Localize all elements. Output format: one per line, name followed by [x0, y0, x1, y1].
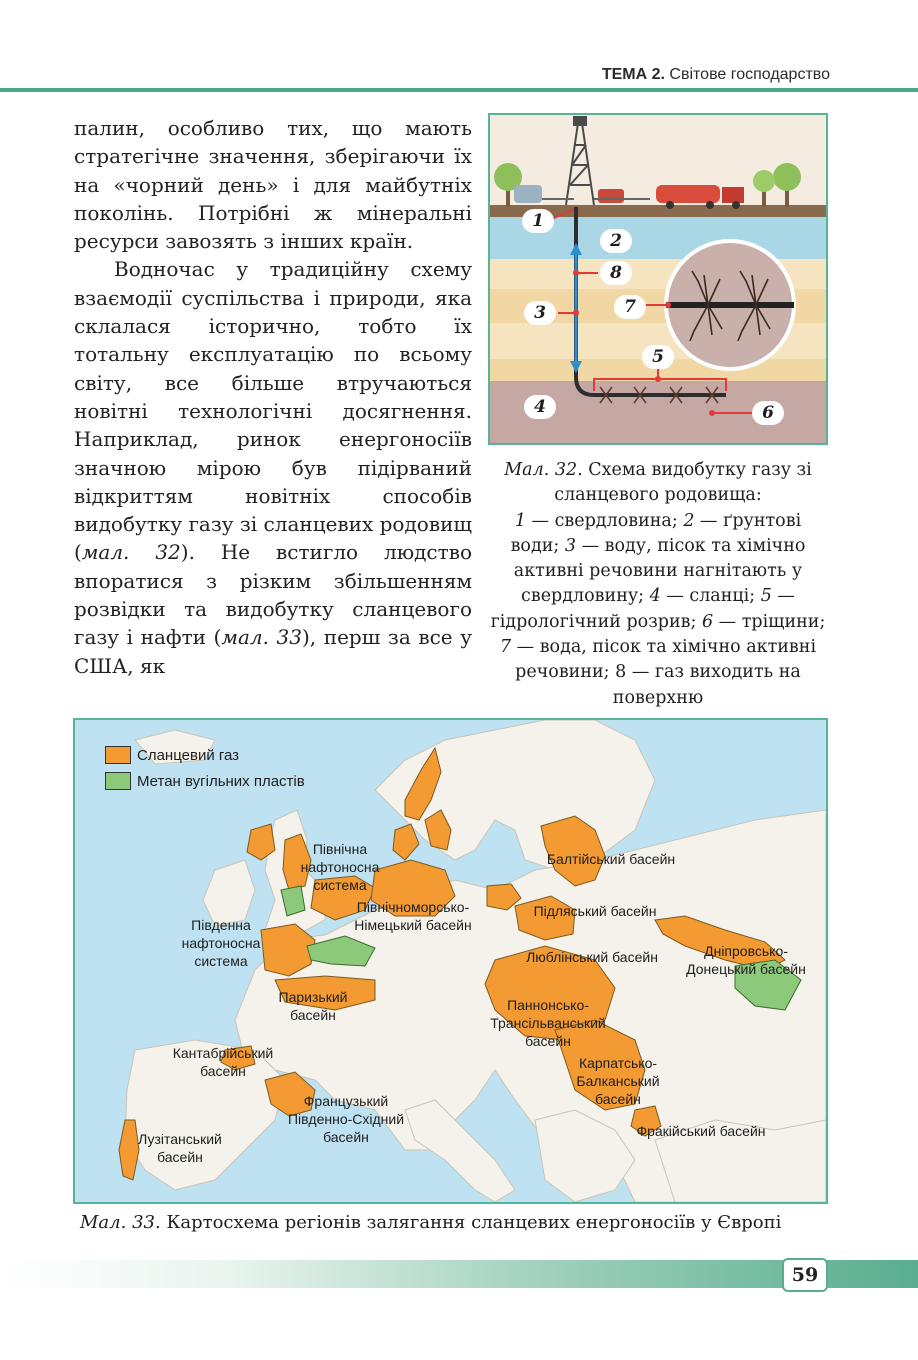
- label-northsea-german: Північноморсько-Німецький басейн: [354, 899, 472, 933]
- callout-7: 7: [614, 295, 646, 319]
- caption-item-num: 7: [499, 637, 512, 658]
- figure-33-text: Картосхема регіонів залягання сланцевих енергоносіїв у Європі: [166, 1212, 782, 1233]
- callout-2: 2: [600, 229, 632, 253]
- label-cantabrian: Кантабрійський басейн: [172, 1045, 274, 1079]
- caption-item-num: 1: [514, 510, 526, 531]
- label-paris: Паризький басейн: [278, 989, 348, 1023]
- figure-32-title: Схема видобутку газу зі сланцевого родовища:: [554, 460, 812, 506]
- callout-1: 1: [522, 209, 554, 233]
- shale-gas-extraction-diagram: [488, 113, 828, 445]
- label-south-oil: Південна нафтоносна система: [181, 917, 261, 969]
- callout-5: 5: [642, 345, 674, 369]
- figure-33-caption: [80, 1212, 840, 1233]
- legend-coalbed-methane: [105, 772, 305, 790]
- paragraph-2: [74, 255, 472, 679]
- paragraph-2-mid: ). Не встигло людство впоратися з різким збільшенням розвідки та видобутку сланцевого газу і нафти (: [74, 540, 472, 650]
- paragraph-1: палин, особливо тих, що мають стратегічне значення, зберігаючи їх на «чорний день» і для майбутніх поколінь. Потрібні ж мінеральні ресурси завозять з інших країн.: [74, 116, 472, 254]
- paragraph-2-start: Водночас у традиційну схему взаємодії суспільства і природи, яка склалася історично, тобто їх тотальну експлуатацію по всьому світу, все більше втручаються новітні технологічні досягнення. Наприклад, ринок енергоносіїв значною мірою був підірваний відкриттям новітніх способів видобутку газу зі сланцевих родовищ (: [74, 257, 473, 565]
- label-lublin: Люблінський басейн: [526, 949, 658, 965]
- extraction-illustration: [490, 115, 826, 443]
- label-dnieper: Дніпровсько-Донецький басейн: [686, 943, 806, 977]
- coalbed-methane-swatch: [105, 772, 131, 790]
- figure-ref-32: мал. 32: [81, 540, 181, 565]
- shale-gas-swatch: [105, 746, 131, 764]
- caption-item-num: 4: [649, 586, 661, 607]
- running-header: [0, 58, 918, 94]
- caption-item-text: — ґрунтові води;: [510, 510, 802, 556]
- caption-item-text: — тріщини;: [713, 611, 826, 632]
- caption-item-text: — вода, пісок та хімічно активні речовини;: [511, 637, 817, 683]
- callout-3: 3: [524, 301, 556, 325]
- callout-6: 6: [752, 401, 784, 425]
- label-podlasie: Підляський басейн: [533, 903, 657, 919]
- caption-item-text: — свердловина;: [525, 510, 684, 531]
- topic-label: ТЕМА 2.: [601, 66, 665, 83]
- caption-item-text: — сланці;: [660, 586, 761, 607]
- figure-ref-33: мал. 33: [221, 625, 302, 650]
- label-carpathian: Карпатсько-Балканський басейн: [576, 1055, 660, 1107]
- legend-label: Метан вугільних пластів: [137, 772, 305, 790]
- header-topic: [602, 66, 830, 84]
- header-rule: [0, 88, 918, 92]
- figure-32-caption: [490, 458, 826, 711]
- label-lusitanian: Лузітанський басейн: [138, 1131, 222, 1165]
- legend-label: Сланцевий газ: [137, 746, 240, 764]
- label-french-se: Французький Південно-Східний басейн: [287, 1093, 405, 1145]
- label-thracian: Фракійський басейн: [636, 1123, 766, 1139]
- footer-gradient-bar: [0, 1260, 918, 1288]
- paragraph-2-end: ), перш за все у США, як: [74, 625, 472, 678]
- caption-item-text: — гідрологічний розрив;: [490, 586, 795, 632]
- label-north-oil: Північна нафтоносна система: [300, 841, 380, 893]
- label-baltic: Балтійський басейн: [546, 851, 676, 867]
- figure-33-ref: Мал. 33.: [80, 1212, 161, 1233]
- label-pannonian: Паннонсько-Трансільванський басейн: [490, 997, 606, 1049]
- caption-last-item: 8 — газ виходить на поверхню: [612, 662, 801, 708]
- caption-item-text: — воду, пісок та хімічно активні речовини нагнітають у свердловину;: [513, 535, 806, 607]
- caption-item-num: 6: [701, 611, 714, 632]
- page-number: 59: [782, 1258, 828, 1292]
- caption-item-num: 2: [683, 510, 695, 531]
- figure-32-ref: Мал. 32.: [504, 460, 583, 480]
- legend-shale-gas: [105, 746, 239, 764]
- topic-title: Світове господарство: [669, 66, 830, 83]
- body-text-column: [74, 114, 472, 680]
- callout-4: 4: [524, 395, 556, 419]
- callout-8: 8: [600, 261, 632, 285]
- caption-item-num: 5: [760, 586, 772, 607]
- europe-shale-map: [73, 718, 828, 1204]
- caption-item-num: 3: [564, 535, 576, 556]
